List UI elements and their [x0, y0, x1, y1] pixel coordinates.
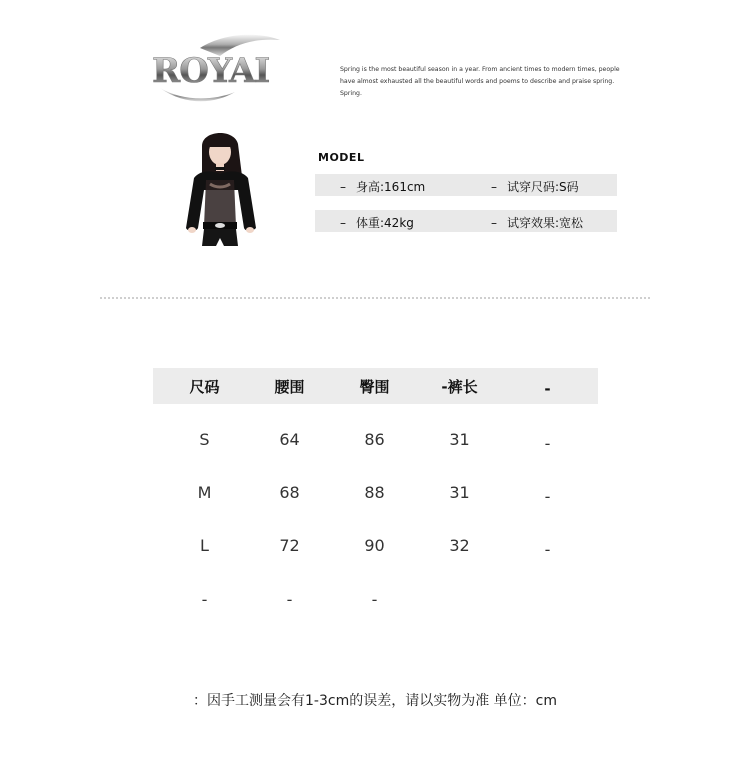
measurement-note: ：因手工测量会有1-3cm的误差，请以实物为准 单位：cm — [193, 693, 557, 709]
dash-mark: – — [491, 216, 497, 230]
header-extra: - — [544, 380, 551, 398]
model-height: 身高:161cm — [356, 180, 426, 194]
cell-length: 31 — [449, 430, 470, 449]
size-table-header — [153, 368, 598, 404]
model-spec-row — [315, 210, 617, 232]
dash-mark: – — [340, 180, 346, 194]
model-fit-effect: 试穿效果:宽松 — [507, 216, 584, 230]
cell-hip: - — [371, 590, 378, 609]
cell-hip: 90 — [364, 536, 385, 555]
model-photo — [172, 128, 272, 253]
dotted-divider — [100, 297, 650, 299]
cell-extra: - — [544, 540, 551, 559]
cell-hip: 88 — [364, 483, 385, 502]
model-weight: 体重:42kg — [356, 216, 414, 230]
cell-length: 31 — [449, 483, 470, 502]
cell-waist: 72 — [279, 536, 300, 555]
model-spec-row — [315, 174, 617, 196]
tagline: Spring is the most beautiful season in a year. From ancient times to modern times, people have almost exhausted all the beautiful words and poems to describe and praise spring. Spring. — [340, 66, 620, 97]
dash-mark: – — [340, 216, 346, 230]
brand-logo — [140, 30, 290, 105]
model-title: MODEL — [318, 151, 365, 164]
cell-hip: 86 — [364, 430, 385, 449]
cell-extra: - — [544, 487, 551, 506]
header-length: -裤长 — [441, 378, 478, 396]
cell-size: M — [197, 483, 212, 502]
logo-text: ROYAI — [152, 51, 270, 91]
size-table — [153, 368, 598, 609]
header-size: 尺码 — [189, 378, 220, 396]
header-waist: 腰围 — [274, 378, 305, 396]
dash-mark: – — [491, 180, 497, 194]
header-hip: 臀围 — [359, 378, 390, 396]
cell-waist: - — [286, 590, 293, 609]
cell-size: L — [200, 536, 209, 555]
cell-size: S — [199, 430, 210, 449]
model-fit-size: 试穿尺码:S码 — [507, 180, 579, 194]
cell-waist: 68 — [279, 483, 300, 502]
cell-extra: - — [544, 434, 551, 453]
cell-length: 32 — [449, 536, 470, 555]
cell-waist: 64 — [279, 430, 300, 449]
cell-size: - — [201, 590, 208, 609]
